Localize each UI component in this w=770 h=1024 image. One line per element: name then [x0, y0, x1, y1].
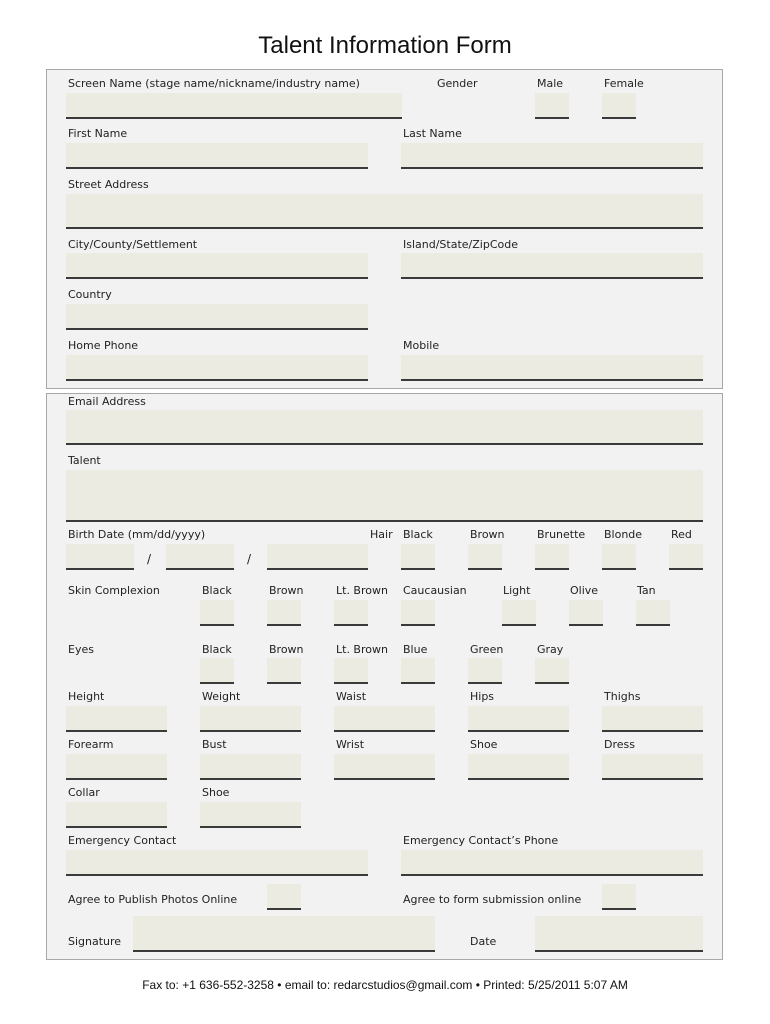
eyes-blue-checkbox[interactable] [401, 658, 435, 684]
eyes-brown-checkbox[interactable] [267, 658, 301, 684]
mobile-label: Mobile [403, 339, 440, 352]
collar-label: Collar [68, 786, 100, 799]
male-label: Male [537, 77, 564, 90]
country-label: Country [68, 288, 112, 301]
skin-tan-label: Tan [637, 584, 656, 597]
skin-lt-brown-label: Lt. Brown [336, 584, 388, 597]
emergency-phone-label: Emergency Contact’s Phone [403, 834, 559, 847]
agree-photos-checkbox[interactable] [267, 884, 301, 910]
skin-caucausian-label: Caucausian [403, 584, 467, 597]
first-name-field[interactable] [66, 143, 368, 169]
signature-field[interactable] [133, 916, 435, 952]
hair-label: Hair [370, 528, 393, 541]
hips-field[interactable] [468, 706, 569, 732]
home-phone-label: Home Phone [68, 339, 139, 352]
date-separator: / [247, 552, 252, 566]
emergency-contact-field[interactable] [66, 850, 368, 876]
wrist-field[interactable] [334, 754, 435, 780]
hair-red-checkbox[interactable] [669, 544, 703, 570]
skin-caucausian-checkbox[interactable] [401, 600, 435, 626]
hips-label: Hips [470, 690, 495, 703]
eyes-black-label: Black [202, 643, 232, 656]
date-separator: / [147, 552, 152, 566]
skin-light-checkbox[interactable] [502, 600, 536, 626]
screen-name-field[interactable] [66, 93, 402, 119]
city-label: City/County/Settlement [68, 238, 198, 251]
waist-label: Waist [336, 690, 367, 703]
hair-blonde-label: Blonde [604, 528, 643, 541]
hair-red-label: Red [671, 528, 692, 541]
street-address-field[interactable] [66, 194, 703, 229]
eyes-black-checkbox[interactable] [200, 658, 234, 684]
eyes-lt-brown-label: Lt. Brown [336, 643, 388, 656]
hair-black-checkbox[interactable] [401, 544, 435, 570]
shoe-label-2: Shoe [202, 786, 230, 799]
birth-year-field[interactable] [267, 544, 368, 570]
skin-black-label: Black [202, 584, 232, 597]
email-label: Email Address [68, 395, 146, 408]
eyes-gray-label: Gray [537, 643, 564, 656]
island-state-zip-label: Island/State/ZipCode [403, 238, 518, 251]
birth-date-label: Birth Date (mm/dd/yyyy) [68, 528, 206, 541]
eyes-lt-brown-checkbox[interactable] [334, 658, 368, 684]
island-state-zip-field[interactable] [401, 253, 703, 279]
height-label: Height [68, 690, 105, 703]
shoe-field[interactable] [468, 754, 569, 780]
birth-month-field[interactable] [66, 544, 134, 570]
hair-brunette-checkbox[interactable] [535, 544, 569, 570]
forearm-label: Forearm [68, 738, 114, 751]
eyes-brown-label: Brown [269, 643, 304, 656]
footer-contact-info: Fax to: +1 636-552-3258 • email to: redarcstudios@gmail.com • Printed: 5/25/2011 5:07 AM [142, 978, 628, 992]
last-name-label: Last Name [403, 127, 462, 140]
gender-label: Gender [437, 77, 478, 90]
skin-black-checkbox[interactable] [200, 600, 234, 626]
waist-field[interactable] [334, 706, 435, 732]
agree-submission-checkbox[interactable] [602, 884, 636, 910]
forearm-field[interactable] [66, 754, 167, 780]
eyes-label: Eyes [68, 643, 94, 656]
talent-label: Talent [68, 454, 101, 467]
weight-label: Weight [202, 690, 241, 703]
country-field[interactable] [66, 304, 368, 330]
first-name-label: First Name [68, 127, 128, 140]
hair-brunette-label: Brunette [537, 528, 586, 541]
thighs-label: Thighs [604, 690, 641, 703]
female-label: Female [604, 77, 644, 90]
dress-label: Dress [604, 738, 635, 751]
shoe-field-2[interactable] [200, 802, 301, 828]
eyes-green-label: Green [470, 643, 504, 656]
eyes-gray-checkbox[interactable] [535, 658, 569, 684]
birth-day-field[interactable] [166, 544, 234, 570]
collar-field[interactable] [66, 802, 167, 828]
screen-name-label: Screen Name (stage name/nickname/industry name) [68, 77, 360, 90]
hair-brown-checkbox[interactable] [468, 544, 502, 570]
hair-blonde-checkbox[interactable] [602, 544, 636, 570]
date-label: Date [470, 935, 497, 948]
agree-photos-label: Agree to Publish Photos Online [68, 893, 238, 906]
hair-black-label: Black [403, 528, 433, 541]
email-field[interactable] [66, 410, 703, 445]
wrist-label: Wrist [336, 738, 365, 751]
street-address-label: Street Address [68, 178, 149, 191]
emergency-phone-field[interactable] [401, 850, 703, 876]
skin-lt-brown-checkbox[interactable] [334, 600, 368, 626]
height-field[interactable] [66, 706, 167, 732]
male-checkbox[interactable] [535, 93, 569, 119]
skin-olive-checkbox[interactable] [569, 600, 603, 626]
eyes-green-checkbox[interactable] [468, 658, 502, 684]
female-checkbox[interactable] [602, 93, 636, 119]
thighs-field[interactable] [602, 706, 703, 732]
shoe-label: Shoe [470, 738, 498, 751]
skin-tan-checkbox[interactable] [636, 600, 670, 626]
bust-field[interactable] [200, 754, 301, 780]
talent-field[interactable] [66, 470, 703, 522]
eyes-blue-label: Blue [403, 643, 428, 656]
date-field[interactable] [535, 916, 703, 952]
last-name-field[interactable] [401, 143, 703, 169]
emergency-contact-label: Emergency Contact [68, 834, 177, 847]
skin-brown-label: Brown [269, 584, 304, 597]
city-field[interactable] [66, 253, 368, 279]
skin-complexion-label: Skin Complexion [68, 584, 160, 597]
mobile-field[interactable] [401, 355, 703, 381]
home-phone-field[interactable] [66, 355, 368, 381]
dress-field[interactable] [602, 754, 703, 780]
weight-field[interactable] [200, 706, 301, 732]
skin-brown-checkbox[interactable] [267, 600, 301, 626]
agree-submission-label: Agree to form submission online [403, 893, 582, 906]
signature-label: Signature [68, 935, 122, 948]
bust-label: Bust [202, 738, 227, 751]
skin-olive-label: Olive [570, 584, 599, 597]
form-title: Talent Information Form [258, 32, 512, 59]
skin-light-label: Light [503, 584, 531, 597]
hair-brown-label: Brown [470, 528, 505, 541]
